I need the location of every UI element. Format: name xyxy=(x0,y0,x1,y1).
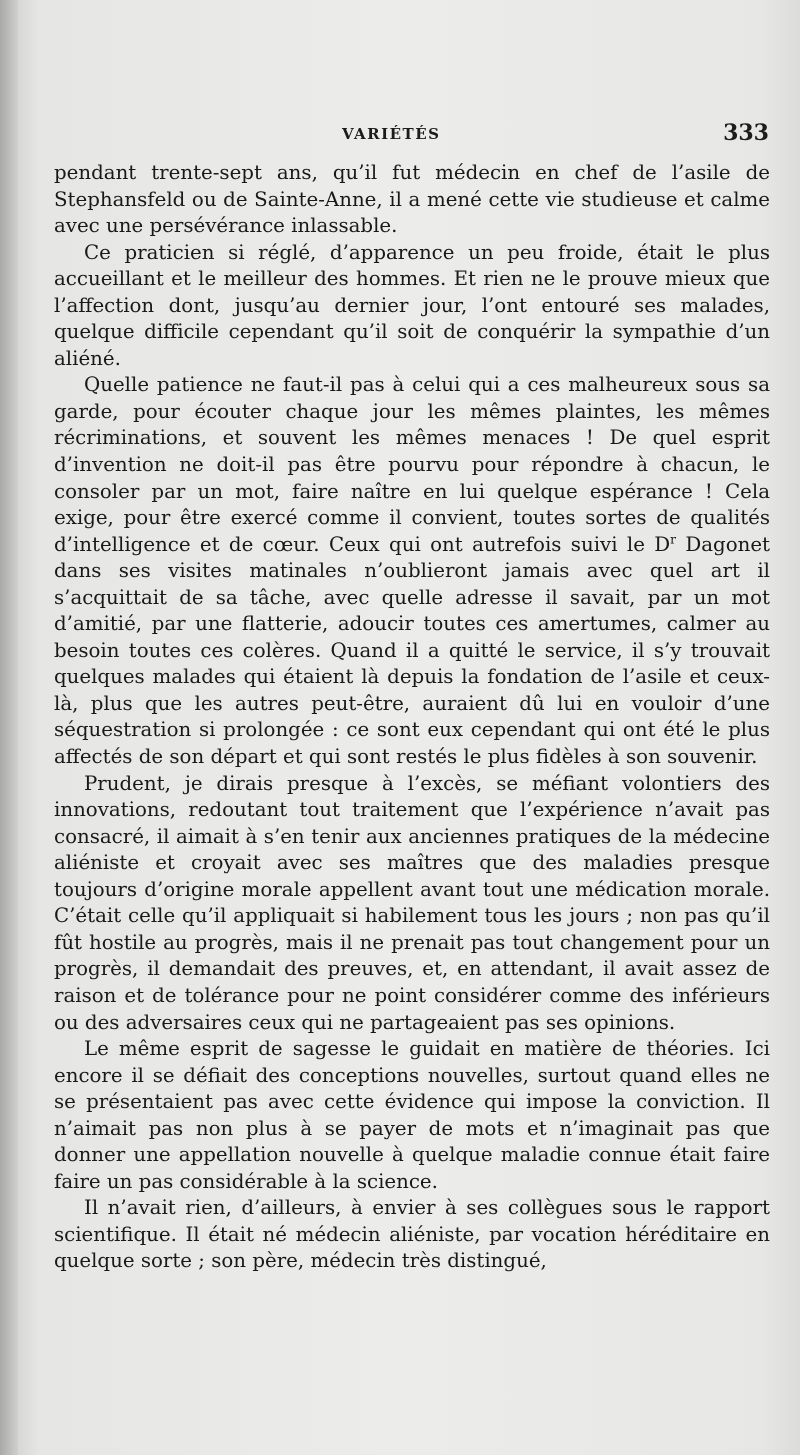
running-head xyxy=(54,120,769,150)
paragraph-text: Dagonet dans ses visites matinales n’oublieront jamais avec quel art il s’acquittait de sa tâche, avec quelle adresse il savait, par un mot d’amitié, par une flatterie, adoucir toutes ces amertumes, calmer au besoin toutes ces colères. Quand il a quitté le service, il s’y trouvait quelques malades qui étaient là depuis la fondation de l’asile et ceux-là, plus que les autres peut-être, auraient dû lui en vouloir d’une séquestration si prolongée : ce sont eux cependant qui ont été le plus affectés de son départ et qui sont restés le plus fidèles à son souvenir. xyxy=(54,532,770,769)
page-number: 333 xyxy=(723,120,769,146)
paragraph: Il n’avait rien, d’ailleurs, à envier à ses collègues sous le rapport scientifique. Il était né médecin aliéniste, par vocation héréditaire en quelque sorte ; son père, médecin très distingué, xyxy=(54,1196,770,1273)
paragraph: pendant trente-sept ans, qu’il fut médecin en chef de l’asile de Stephansfeld ou de Sainte-Anne, il a mené cette vie studieuse et calme avec une persévérance inlassable. xyxy=(54,161,770,238)
paragraph: Le même esprit de sagesse le guidait en matière de théories. Ici encore il se défiait des conceptions nouvelles, surtout quand elles ne se présentaient pas avec cette évidence qui impose la conviction. Il n’aimait pas non plus à se payer de mots et n’imaginait pas que donner une appellation nouvelle à quelque maladie connue était faire faire un pas considérable à la science. xyxy=(54,1037,770,1193)
running-title: VARIÉTÉS xyxy=(342,125,441,143)
paragraph-text: Quelle patience ne faut-il pas à celui qui a ces malheureux sous sa garde, pour écouter chaque jour les mêmes plaintes, les mêmes récriminations, et souvent les mêmes menaces ! De quel esprit d’invention ne doit-il pas être pourvu pour répondre à chacun, le consoler par un mot, faire naître en lui quelque espérance ! Cela exige, pour être exercé comme il convient, toutes sortes de qualités d’intelligence et de cœur. Ceux qui ont autrefois suivi le D xyxy=(54,373,770,556)
body-text xyxy=(54,160,770,1275)
superscript: r xyxy=(670,532,677,547)
paragraph xyxy=(54,372,770,770)
page-gutter-shadow xyxy=(0,0,18,1455)
paragraph: Ce praticien si réglé, d’apparence un peu froide, était le plus accueillant et le meilleur des hommes. Et rien ne le prouve mieux que l’affection dont, jusqu’au dernier jour, l’ont entouré ses malades, quelque difficile cependant qu’il soit de conquérir la sympathie d’un aliéné. xyxy=(54,240,770,370)
paragraph: Prudent, je dirais presque à l’excès, se méfiant volontiers des innovations, redoutant tout traitement que l’expérience n’avait pas consacré, il aimait à s’en tenir aux anciennes pratiques de la médecine aliéniste et croyait avec ses maîtres que des maladies presque toujours d’origine morale appellent avant tout une médication morale. C’était celle qu’il appliquait si habilement tous les jours ; non pas qu’il fût hostile au progrès, mais il ne prenait pas tout changement pour un progrès, il demandait des preuves, et, en attendant, il avait assez de raison et de tolérance pour ne point considérer comme des inférieurs ou des adversaires ceux qui ne partageaient pas ses opinions. xyxy=(54,771,770,1034)
